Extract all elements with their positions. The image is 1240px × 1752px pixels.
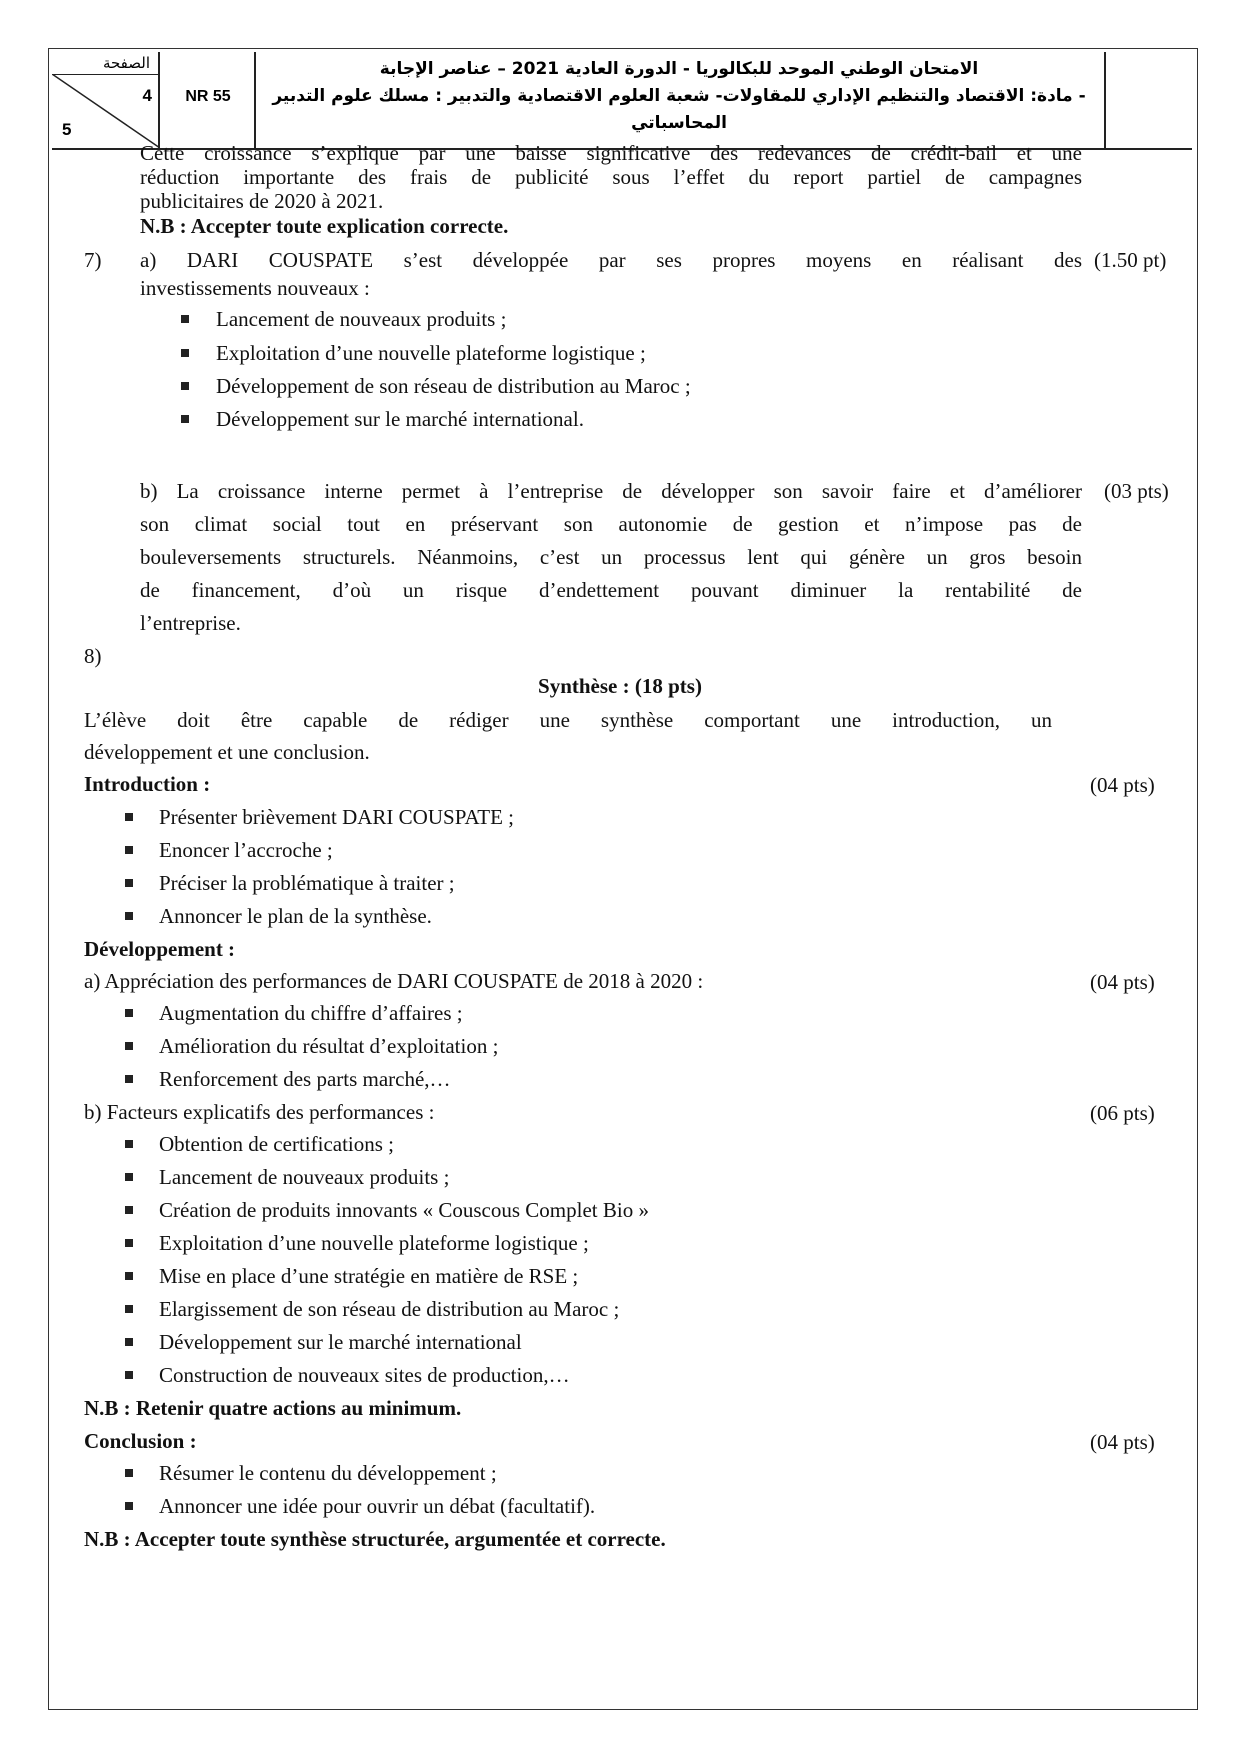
developpement-heading: Développement :: [84, 937, 236, 961]
developpement-b-bullet: Développement sur le marché international: [159, 1330, 522, 1354]
exam-title-line-1: الامتحان الوطني الموحد للبكالوريا - الدورة العادية 2021 – عناصر الإجابة: [379, 59, 979, 79]
page-label: الصفحة: [102, 54, 150, 72]
bullet-icon: [125, 1173, 133, 1181]
conclusion-bullet: Annoncer une idée pour ouvrir un débat (facultatif).: [159, 1494, 596, 1518]
conclusion-bullet: Résumer le contenu du développement ;: [159, 1461, 497, 1485]
bullet-icon: [125, 912, 133, 920]
intro-note: N.B : Accepter toute explication correcte.: [140, 214, 509, 238]
q7-a-bullet: Développement de son réseau de distribution au Maroc ;: [216, 374, 691, 398]
developpement-b-bullet: Obtention de certifications ;: [159, 1132, 395, 1156]
q7-b-line: de financement, d’où un risque d’endettement pouvant diminuer la rentabilité de: [140, 578, 1082, 602]
developpement-a-bullet: Augmentation du chiffre d’affaires ;: [159, 1001, 463, 1025]
bullet-icon: [125, 1338, 133, 1346]
q7-b-line: bouleversements structurels. Néanmoins, c’est un processus lent qui génère un gros besoin: [140, 545, 1082, 569]
bullet-icon: [125, 1075, 133, 1083]
bullet-icon: [125, 1469, 133, 1477]
q7-a-bullet: Développement sur le marché international.: [216, 407, 584, 431]
q7-b-line: son climat social tout en préservant son autonomie de gestion et n’impose pas de: [140, 512, 1082, 536]
exam-title: [264, 56, 1094, 137]
developpement-a-points: (04 pts): [1090, 970, 1155, 994]
bullet-icon: [125, 813, 133, 821]
page-current: 4: [142, 86, 152, 105]
bullet-icon: [125, 1239, 133, 1247]
page-total: 5: [62, 120, 72, 139]
conclusion-points: (04 pts): [1090, 1430, 1155, 1454]
bullet-icon: [181, 415, 189, 423]
developpement-b-bullet: Mise en place d’une stratégie en matière de RSE ;: [159, 1264, 579, 1288]
developpement-b-title: b) Facteurs explicatifs des performances :: [84, 1100, 435, 1124]
introduction-bullet: Préciser la problématique à traiter ;: [159, 871, 455, 895]
bullet-icon: [125, 1206, 133, 1214]
bullet-icon: [181, 315, 189, 323]
intro-line: réduction importante des frais de publicité sous l’effet du report partiel de campagnes: [140, 165, 1082, 189]
synthese-intro-line: développement et une conclusion.: [84, 740, 370, 764]
developpement-b-bullet: Exploitation d’une nouvelle plateforme logistique ;: [159, 1231, 589, 1255]
developpement-b-bullet: Création de produits innovants « Couscous Complet Bio »: [159, 1198, 649, 1222]
page-number-cell: [52, 52, 160, 148]
q7-b-line: l’entreprise.: [140, 611, 241, 635]
developpement-a-bullet: Renforcement des parts marché,…: [159, 1067, 451, 1091]
introduction-bullet: Enoncer l’accroche ;: [159, 838, 333, 862]
exam-title-cell: [256, 52, 1106, 148]
bullet-icon: [125, 879, 133, 887]
developpement-a-title: a) Appréciation des performances de DARI COUSPATE de 2018 à 2020 :: [84, 969, 704, 993]
bullet-icon: [125, 846, 133, 854]
q7-b-points: (03 pts): [1104, 479, 1169, 503]
exam-title-line-2: - مادة: الاقتصاد والتنظيم الإداري للمقاولات- شعبة العلوم الاقتصادية والتدبير : مسلك علوم التدبير المحاسباتي: [272, 86, 1086, 133]
question-7-number: 7): [84, 248, 102, 272]
intro-line: publicitaires de 2020 à 2021.: [140, 189, 384, 213]
synthese-intro-line: L’élève doit être capable de rédiger une synthèse comportant une introduction, un: [84, 708, 1052, 732]
empty-header-cell: [1106, 52, 1192, 148]
bullet-icon: [125, 1272, 133, 1280]
introduction-points: (04 pts): [1090, 773, 1155, 797]
question-8-number: 8): [84, 644, 102, 668]
bullet-icon: [125, 1371, 133, 1379]
intro-line: Cette croissance s’explique par une baisse significative des redevances de crédit-bail et une: [140, 141, 1082, 165]
developpement-b-bullet: Construction de nouveaux sites de production,…: [159, 1363, 570, 1387]
developpement-a-bullet: Amélioration du résultat d’exploitation ;: [159, 1034, 499, 1058]
q7-a-line: investissements nouveaux :: [140, 276, 370, 300]
introduction-bullet: Annoncer le plan de la synthèse.: [159, 904, 432, 928]
bullet-icon: [125, 1140, 133, 1148]
bullet-icon: [125, 1305, 133, 1313]
exam-code: NR 55: [185, 88, 231, 105]
developpement-b-points: (06 pts): [1090, 1101, 1155, 1125]
q7-a-line: a) DARI COUSPATE s’est développée par ses propres moyens en réalisant des: [140, 248, 1082, 272]
developpement-b-bullet: Lancement de nouveaux produits ;: [159, 1165, 450, 1189]
bullet-icon: [125, 1009, 133, 1017]
bullet-icon: [125, 1042, 133, 1050]
bullet-icon: [181, 349, 189, 357]
introduction-heading: Introduction :: [84, 772, 211, 796]
bullet-icon: [181, 382, 189, 390]
q7-a-bullet: Exploitation d’une nouvelle plateforme logistique ;: [216, 341, 646, 365]
q7-a-points: (1.50 pt): [1094, 248, 1167, 272]
synthese-title: Synthèse : (18 pts): [538, 674, 702, 698]
bullet-icon: [125, 1502, 133, 1510]
exam-header: [52, 52, 1192, 150]
final-note: N.B : Accepter toute synthèse structurée, argumentée et correcte.: [84, 1527, 666, 1551]
exam-code-cell: [160, 52, 256, 148]
conclusion-heading: Conclusion :: [84, 1429, 197, 1453]
introduction-bullet: Présenter brièvement DARI COUSPATE ;: [159, 805, 515, 829]
developpement-b-bullet: Elargissement de son réseau de distribution au Maroc ;: [159, 1297, 620, 1321]
q7-b-line: b) La croissance interne permet à l’entreprise de développer son savoir faire et d’améliorer: [140, 479, 1082, 503]
q7-a-bullet: Lancement de nouveaux produits ;: [216, 307, 507, 331]
developpement-note: N.B : Retenir quatre actions au minimum.: [84, 1396, 462, 1420]
